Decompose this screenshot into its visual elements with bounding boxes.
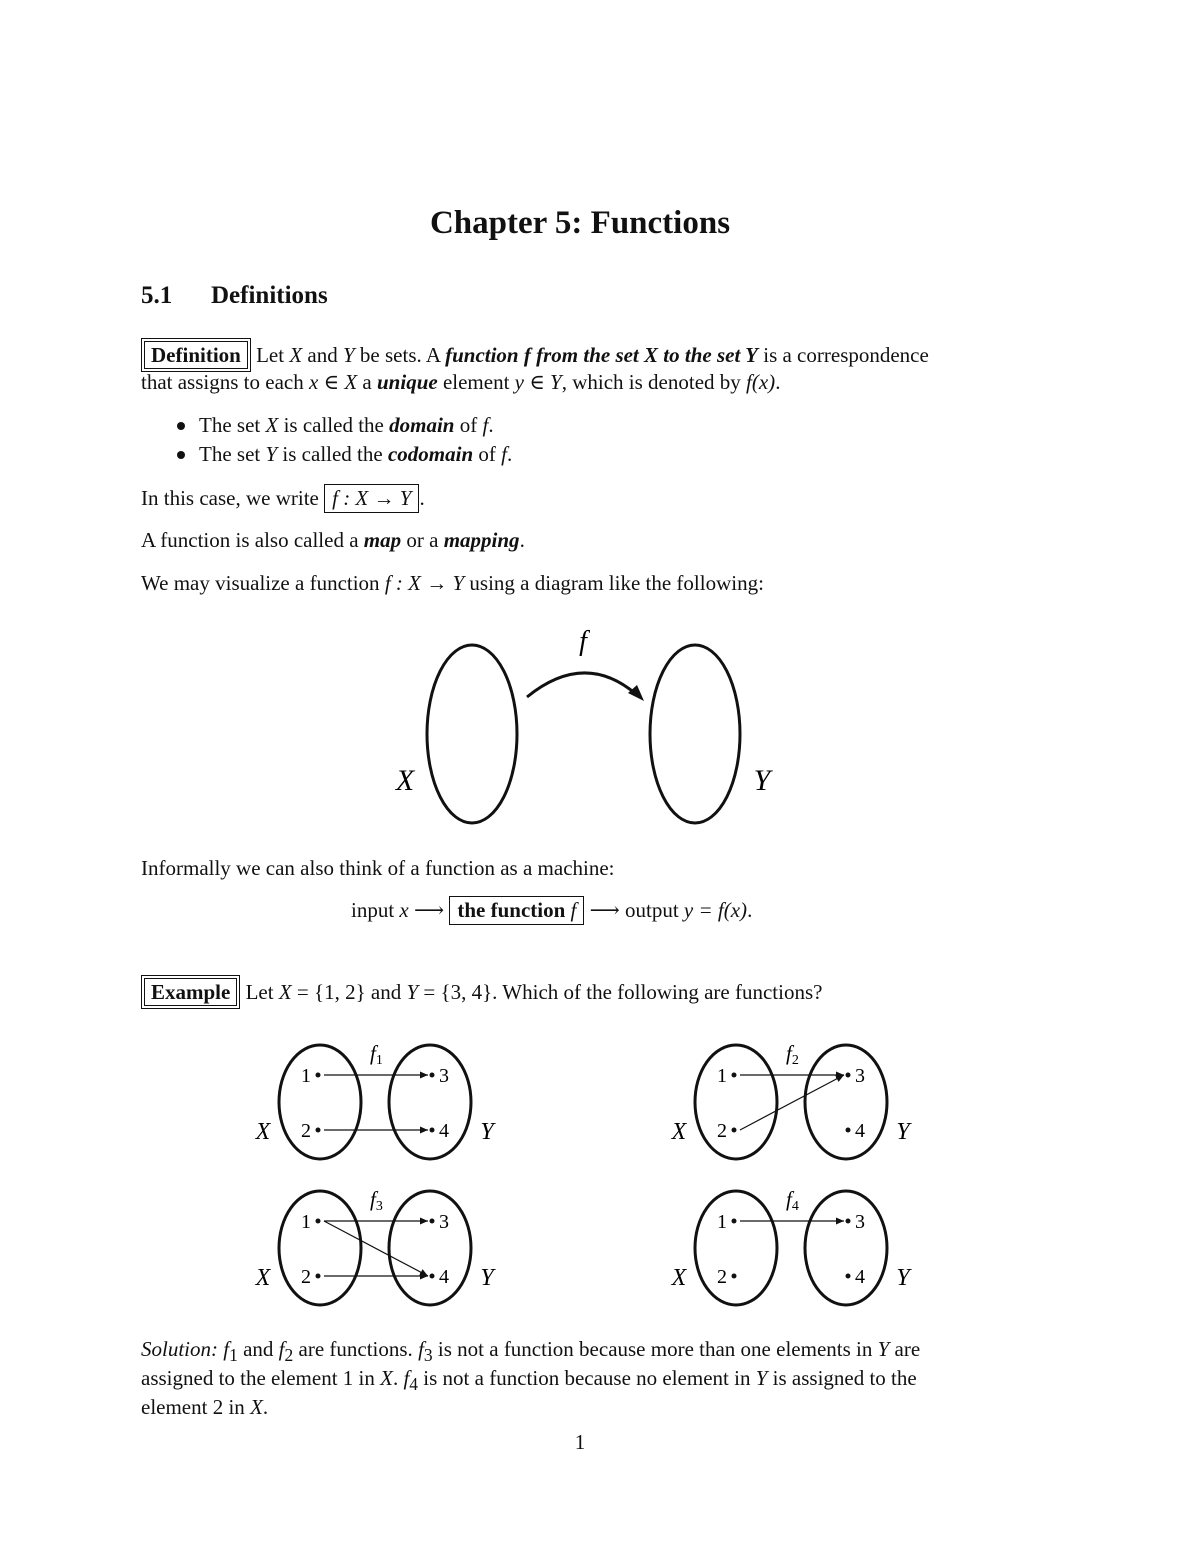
codomain-element: 4 <box>439 1120 449 1142</box>
definition-line-2: that assigns to each x ∈ X a unique element y ∈ Y, which is denoted by f(x). <box>141 370 781 394</box>
alias-line: A function is also called a map or a mapping. <box>141 528 525 552</box>
element-dot <box>846 1274 851 1279</box>
set-x-label: X <box>671 1265 687 1291</box>
page-number: 1 <box>574 1430 586 1454</box>
element-dot <box>316 1073 321 1078</box>
function-label: f1 <box>370 1041 383 1068</box>
mapping-arrow <box>740 1075 844 1130</box>
solution-line-1: Solution: $f_1$ and $f_2$ are functions. $f_3$ is not a function because more than one elements in Y are <box>141 1337 921 1366</box>
domain-element: 2 <box>717 1266 727 1288</box>
example-badge: Example <box>141 975 240 1009</box>
element-dot <box>316 1219 321 1224</box>
set-y-label: Y <box>896 1119 910 1145</box>
codomain-element: 4 <box>855 1120 865 1142</box>
codomain-element: 3 <box>855 1065 865 1087</box>
element-dot <box>732 1073 737 1078</box>
mini-set-y-ellipse <box>389 1045 471 1159</box>
element-dot <box>846 1128 851 1133</box>
section-title: Definitions <box>211 282 328 309</box>
mini-set-x-ellipse <box>695 1191 777 1305</box>
mini-set-y-ellipse <box>805 1045 887 1159</box>
function-label-subscript: 3 <box>375 1199 383 1214</box>
element-dot <box>316 1274 321 1279</box>
bullet-codomain: The set Y is called the codomain of f. <box>141 442 512 467</box>
element-dot <box>846 1073 851 1078</box>
set-x-label: X <box>255 1265 271 1291</box>
element-dot <box>430 1219 435 1224</box>
mini-set-x-ellipse <box>279 1191 361 1305</box>
arrow-head-icon <box>836 1218 844 1225</box>
element-dot <box>732 1219 737 1224</box>
mini-set-x-ellipse <box>279 1045 361 1159</box>
set-x-label: X <box>255 1119 271 1145</box>
domain-element: 2 <box>717 1120 727 1142</box>
element-dot <box>846 1219 851 1224</box>
codomain-element: 4 <box>439 1266 449 1288</box>
function-label: f3 <box>370 1187 383 1214</box>
definition-badge: Definition <box>141 338 251 372</box>
arrow-head-icon <box>628 685 644 701</box>
mini-set-y-ellipse <box>389 1191 471 1305</box>
unique-term: unique <box>377 370 438 394</box>
codomain-element: 3 <box>439 1065 449 1087</box>
example-line: Example Let X = {1, 2} and Y = {3, 4}. Which of the following are functions? <box>141 975 822 1009</box>
element-dot <box>430 1073 435 1078</box>
solution-line-3: element 2 in X. <box>141 1395 269 1419</box>
main-function-diagram <box>395 626 774 823</box>
y-label: Y <box>753 764 771 797</box>
set-y-label: Y <box>480 1119 494 1145</box>
element-dot <box>732 1274 737 1279</box>
f-label: f <box>579 626 587 657</box>
codomain-element: 3 <box>439 1211 449 1233</box>
function-label: f4 <box>786 1187 799 1214</box>
set-y-label: Y <box>480 1265 494 1291</box>
set-y-label: Y <box>896 1265 910 1291</box>
solution-label: Solution: <box>141 1337 218 1361</box>
function-label-subscript: 2 <box>791 1053 799 1068</box>
element-dot <box>732 1128 737 1133</box>
machine-intro: Informally we can also think of a function as a machine: <box>141 856 615 880</box>
codomain-element: 4 <box>855 1266 865 1288</box>
function-machine-box: the function f <box>449 896 584 925</box>
mini-set-y-ellipse <box>805 1191 887 1305</box>
notation-box: f : X → Y <box>324 484 419 513</box>
arrow-head-icon <box>420 1218 428 1225</box>
visualize-line: We may visualize a function f : X → Y using a diagram like the following: <box>141 571 764 595</box>
set-x-ellipse <box>427 645 517 823</box>
mapping-arrow <box>527 673 637 697</box>
function-label-subscript: 1 <box>375 1053 383 1068</box>
codomain-element: 3 <box>855 1211 865 1233</box>
arrow-head-icon <box>420 1072 428 1079</box>
x-label: X <box>395 764 415 797</box>
mini-diagram-1 <box>255 1041 497 1159</box>
bullet-domain: The set X is called the domain of f. <box>141 413 494 438</box>
domain-element: 1 <box>717 1211 727 1233</box>
domain-element: 1 <box>301 1211 311 1233</box>
section-number: 5.1 <box>141 282 173 309</box>
solution-line-2: assigned to the element 1 in X. $f_4$ is not a function because no element in Y is assigned to the <box>141 1366 917 1395</box>
function-label-subscript: 4 <box>791 1199 799 1214</box>
element-dot <box>430 1128 435 1133</box>
element-dot <box>316 1128 321 1133</box>
domain-element: 1 <box>717 1065 727 1087</box>
mapping-arrow <box>324 1221 428 1276</box>
definition-line-1: Definition Let X and Y be sets. A function f from the set X to the set Y is a correspondence <box>141 338 929 372</box>
function-label: f2 <box>786 1041 799 1068</box>
domain-element: 1 <box>301 1065 311 1087</box>
domain-element: 2 <box>301 1266 311 1288</box>
page-title: Chapter 5: Functions <box>429 205 731 241</box>
function-term: function f from the set X to the set Y <box>445 343 758 367</box>
mini-set-x-ellipse <box>695 1045 777 1159</box>
arrow-head-icon <box>420 1127 428 1134</box>
element-dot <box>430 1274 435 1279</box>
notation-line: In this case, we write f : X → Y . <box>141 484 425 513</box>
mini-diagram-4 <box>671 1187 913 1305</box>
mini-diagram-3 <box>255 1187 497 1305</box>
set-x-label: X <box>671 1119 687 1145</box>
machine-line: input x ⟶ the function f ⟶ output y = f(x). <box>351 896 752 925</box>
mini-diagram-2 <box>671 1041 913 1159</box>
set-y-ellipse <box>650 645 740 823</box>
domain-element: 2 <box>301 1120 311 1142</box>
